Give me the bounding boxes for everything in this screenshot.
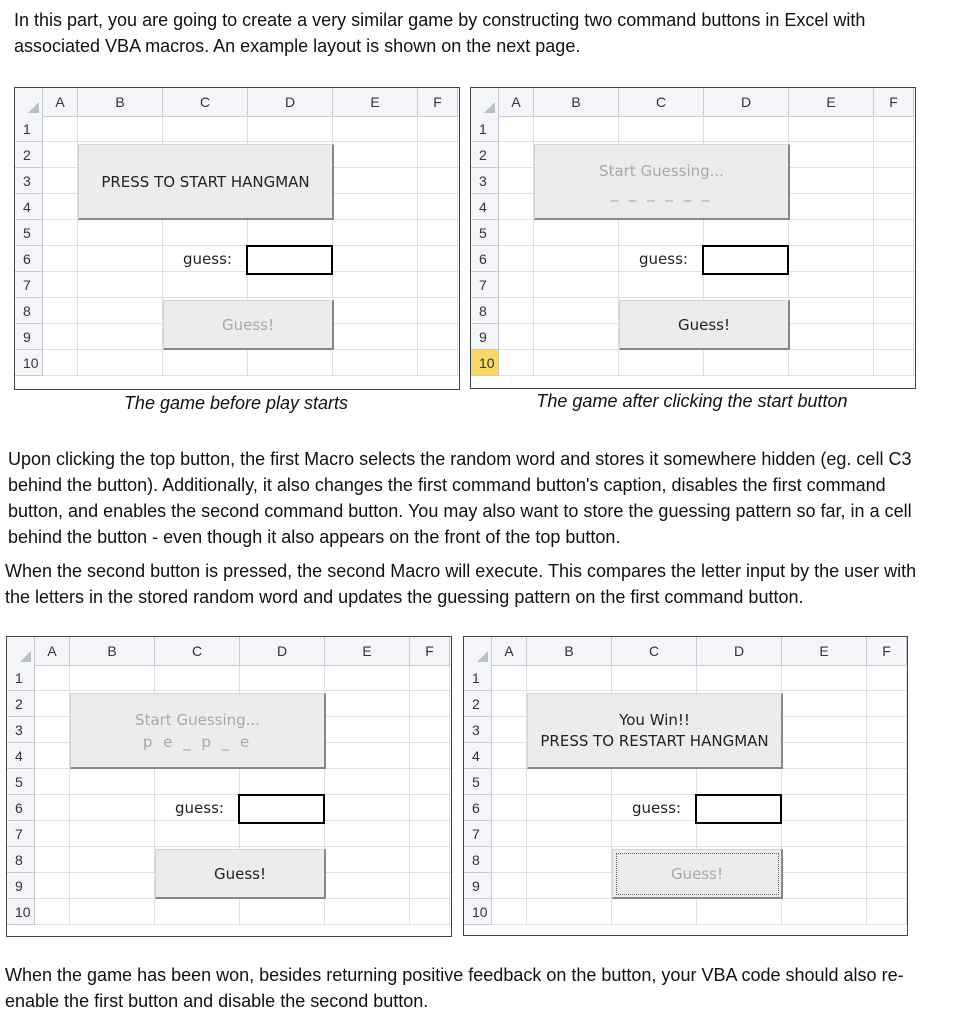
row-header-5[interactable]: 5 bbox=[464, 769, 492, 795]
guess-label: guess: bbox=[639, 250, 688, 268]
spreadsheet-screenshot-4 bbox=[463, 636, 908, 936]
start-button-caption-line2: _ _ _ _ _ _ bbox=[610, 183, 713, 202]
column-header-a[interactable]: A bbox=[499, 88, 534, 116]
gridline bbox=[499, 141, 915, 142]
row-header-6[interactable]: 6 bbox=[464, 795, 492, 821]
select-all-corner[interactable] bbox=[7, 637, 35, 665]
row-header-9[interactable]: 9 bbox=[15, 324, 43, 350]
column-header-c[interactable]: C bbox=[612, 637, 697, 665]
guess-button[interactable] bbox=[612, 849, 783, 899]
guess-input[interactable] bbox=[702, 245, 789, 275]
row-header-2[interactable]: 2 bbox=[15, 142, 43, 168]
guess-label: guess: bbox=[632, 799, 681, 817]
gridline bbox=[35, 690, 451, 691]
row-header-5[interactable]: 5 bbox=[7, 769, 35, 795]
row-header-7[interactable]: 7 bbox=[464, 821, 492, 847]
start-button-caption-line1: Start Guessing... bbox=[599, 161, 724, 180]
gridline bbox=[35, 846, 451, 847]
gridline bbox=[43, 141, 459, 142]
row-header-4[interactable]: 4 bbox=[464, 743, 492, 769]
row-header-5[interactable]: 5 bbox=[471, 220, 499, 246]
column-header-b[interactable]: B bbox=[534, 88, 619, 116]
gridline bbox=[409, 665, 410, 925]
select-all-triangle-icon bbox=[20, 651, 31, 662]
gridline bbox=[499, 297, 915, 298]
select-all-corner[interactable] bbox=[471, 88, 499, 116]
gridline bbox=[35, 924, 451, 925]
row-header-1[interactable]: 1 bbox=[471, 116, 499, 142]
column-header-f[interactable]: F bbox=[867, 637, 907, 665]
row-header-3[interactable]: 3 bbox=[15, 168, 43, 194]
select-all-triangle-icon bbox=[477, 651, 488, 662]
row-header-1[interactable]: 1 bbox=[464, 665, 492, 691]
guess-button-label: Guess! bbox=[670, 864, 723, 883]
caption-before-start: The game before play starts bbox=[123, 393, 349, 413]
row-header-9[interactable]: 9 bbox=[471, 324, 499, 350]
column-header-d[interactable]: D bbox=[704, 88, 789, 116]
column-header-a[interactable]: A bbox=[35, 637, 70, 665]
gridline bbox=[457, 116, 458, 376]
column-header-e[interactable]: E bbox=[782, 637, 867, 665]
start-hangman-button[interactable] bbox=[78, 144, 334, 220]
gridline bbox=[43, 375, 459, 376]
gridline bbox=[913, 116, 914, 376]
row-header-10[interactable]: 10 bbox=[464, 899, 492, 925]
guess-button-label: Guess! bbox=[213, 864, 266, 883]
intro-paragraph: In this part, you are going to create a very similar game by constructing two command buttons in Excel with associated VBA macros. An example layout is shown on the next page. bbox=[14, 10, 866, 56]
row-header-6[interactable]: 6 bbox=[7, 795, 35, 821]
select-all-corner[interactable] bbox=[464, 637, 492, 665]
gridline bbox=[43, 297, 459, 298]
guess-button-label: Guess! bbox=[677, 315, 730, 334]
column-header-c[interactable]: C bbox=[619, 88, 704, 116]
row-header-8[interactable]: 8 bbox=[464, 847, 492, 873]
row-header-2[interactable]: 2 bbox=[464, 691, 492, 717]
macro1-paragraph: Upon clicking the top button, the first Macro selects the random word and stores it somewhere hidden (eg. cell C3 behind the button). Additionally, it also changes the first command button's caption, disables the first command button, and enables the second command button. You may also want to store the guessing pattern so far, in a cell behind the button - even though it also appears on the front of the top button. bbox=[8, 449, 912, 547]
column-header-a[interactable]: A bbox=[43, 88, 78, 116]
start-button-caption-line2: p e _ p _ e bbox=[142, 732, 253, 751]
row-header-4[interactable]: 4 bbox=[15, 194, 43, 220]
column-header-d[interactable]: D bbox=[240, 637, 325, 665]
row-header-10[interactable]: 10 bbox=[471, 350, 499, 376]
guess-button[interactable] bbox=[163, 300, 334, 350]
gridline bbox=[449, 665, 450, 925]
row-header-10[interactable]: 10 bbox=[7, 899, 35, 925]
select-all-corner[interactable] bbox=[15, 88, 43, 116]
row-header-5[interactable]: 5 bbox=[15, 220, 43, 246]
row-header-8[interactable]: 8 bbox=[7, 847, 35, 873]
row-header-8[interactable]: 8 bbox=[15, 298, 43, 324]
column-header-e[interactable]: E bbox=[789, 88, 874, 116]
column-header-d[interactable]: D bbox=[697, 637, 782, 665]
guess-button-label: Guess! bbox=[221, 315, 274, 334]
row-header-6[interactable]: 6 bbox=[15, 246, 43, 272]
column-header-f[interactable]: F bbox=[410, 637, 450, 665]
row-header-8[interactable]: 8 bbox=[471, 298, 499, 324]
row-header-1[interactable]: 1 bbox=[7, 665, 35, 691]
start-button-caption-line2: PRESS TO RESTART HANGMAN bbox=[540, 732, 769, 750]
start-button-caption-line1: Start Guessing... bbox=[135, 710, 260, 729]
column-header-b[interactable]: B bbox=[70, 637, 155, 665]
row-header-10[interactable]: 10 bbox=[15, 350, 43, 376]
column-header-b[interactable]: B bbox=[78, 88, 163, 116]
start-hangman-button[interactable] bbox=[70, 693, 326, 769]
column-header-a[interactable]: A bbox=[492, 637, 527, 665]
gridline bbox=[492, 690, 907, 691]
row-header-9[interactable]: 9 bbox=[7, 873, 35, 899]
ending-paragraph: When the game has been won, besides returning positive feedback on the button, your VBA code should also re-enable the first button and disable the second button. bbox=[5, 965, 904, 1011]
gridline bbox=[492, 846, 907, 847]
row-header-3[interactable]: 3 bbox=[7, 717, 35, 743]
row-header-3[interactable]: 3 bbox=[464, 717, 492, 743]
start-hangman-button[interactable] bbox=[534, 144, 790, 220]
start-hangman-button[interactable] bbox=[527, 693, 783, 769]
spreadsheet-screenshot-2 bbox=[470, 87, 916, 389]
column-header-d[interactable]: D bbox=[248, 88, 333, 116]
row-header-9[interactable]: 9 bbox=[464, 873, 492, 899]
gridline bbox=[906, 665, 907, 925]
select-all-triangle-icon bbox=[28, 102, 39, 113]
select-all-triangle-icon bbox=[484, 102, 495, 113]
guess-button[interactable] bbox=[619, 300, 790, 350]
row-header-2[interactable]: 2 bbox=[7, 691, 35, 717]
guess-input[interactable] bbox=[695, 794, 782, 824]
start-button-caption-line1: You Win!! bbox=[619, 711, 690, 729]
gridline bbox=[866, 665, 867, 925]
guess-label: guess: bbox=[183, 250, 232, 268]
column-header-f[interactable]: F bbox=[418, 88, 458, 116]
gridline bbox=[873, 116, 874, 376]
macro2-paragraph: When the second button is pressed, the second Macro will execute. This compares the letter input by the user with the letters in the stored random word and updates the guessing pattern on the first command button. bbox=[5, 561, 917, 607]
column-header-b[interactable]: B bbox=[527, 637, 612, 665]
gridline bbox=[492, 924, 907, 925]
row-header-6[interactable]: 6 bbox=[471, 246, 499, 272]
guess-input[interactable] bbox=[246, 245, 333, 275]
gridline bbox=[499, 375, 915, 376]
column-header-e[interactable]: E bbox=[325, 637, 410, 665]
row-header-4[interactable]: 4 bbox=[7, 743, 35, 769]
column-header-f[interactable]: F bbox=[874, 88, 914, 116]
row-header-2[interactable]: 2 bbox=[471, 142, 499, 168]
guess-input[interactable] bbox=[238, 794, 325, 824]
caption-after-start: The game after clicking the start button bbox=[536, 391, 848, 411]
row-header-4[interactable]: 4 bbox=[471, 194, 499, 220]
row-header-7[interactable]: 7 bbox=[7, 821, 35, 847]
row-header-7[interactable]: 7 bbox=[15, 272, 43, 298]
row-header-1[interactable]: 1 bbox=[15, 116, 43, 142]
gridline bbox=[417, 116, 418, 376]
row-header-7[interactable]: 7 bbox=[471, 272, 499, 298]
spreadsheet-screenshot-1 bbox=[14, 87, 460, 390]
start-button-caption-line1: PRESS TO START HANGMAN bbox=[101, 172, 310, 191]
column-header-e[interactable]: E bbox=[333, 88, 418, 116]
row-header-3[interactable]: 3 bbox=[471, 168, 499, 194]
column-header-c[interactable]: C bbox=[155, 637, 240, 665]
guess-button[interactable] bbox=[155, 849, 326, 899]
guess-label: guess: bbox=[175, 799, 224, 817]
spreadsheet-screenshot-3 bbox=[6, 636, 452, 937]
column-header-c[interactable]: C bbox=[163, 88, 248, 116]
